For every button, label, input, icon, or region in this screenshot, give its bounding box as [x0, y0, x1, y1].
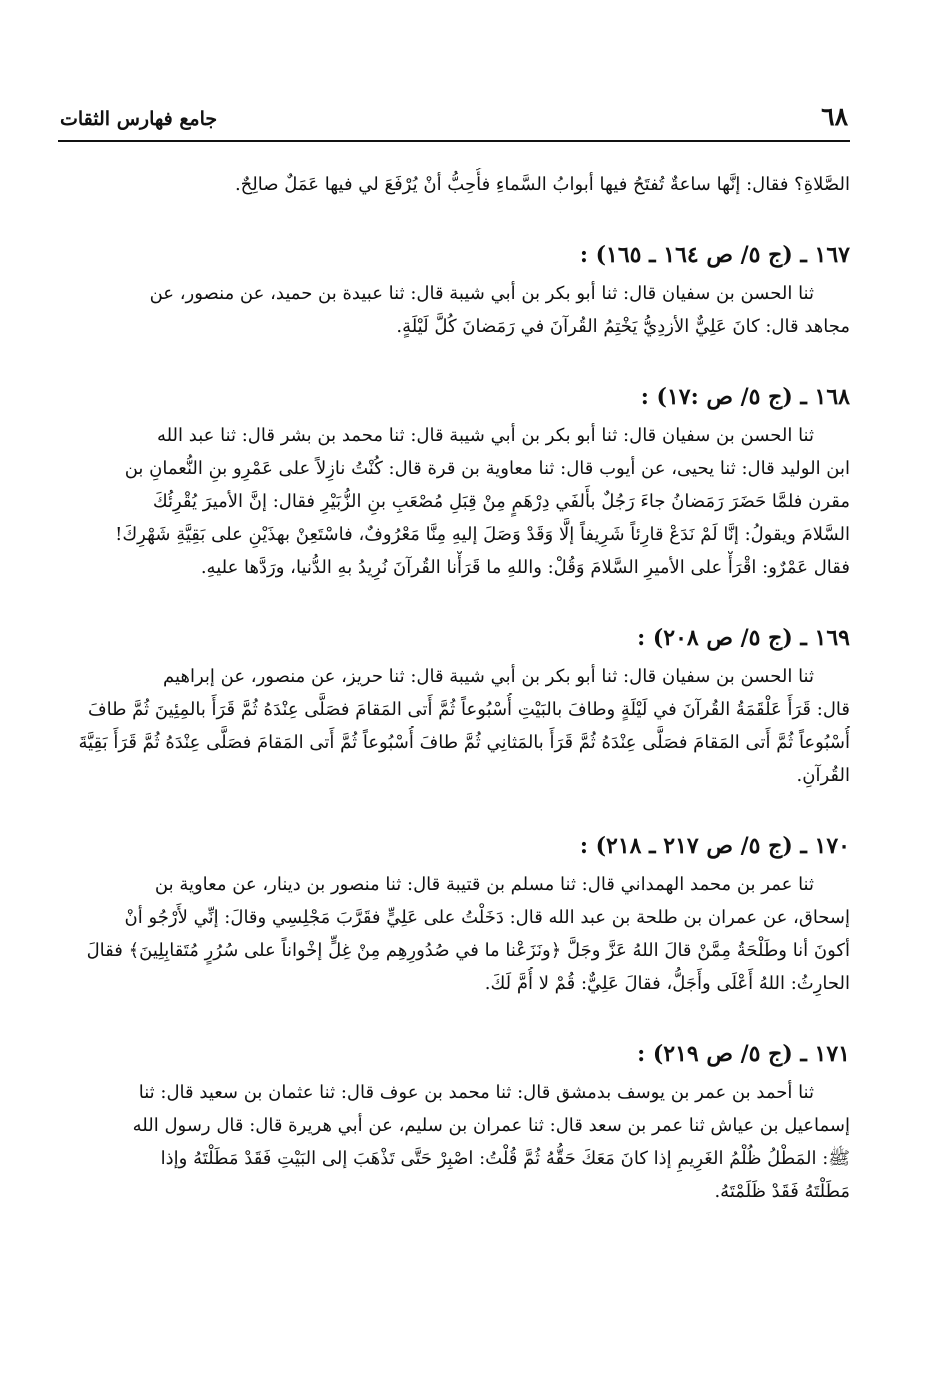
text-line: فقال عَمْرٌو: اقْرَأْ على الأميرِ السَّلامَ وَقُلْ: واللهِ ما قَرَأْنا القُرآنَ نُرِيدُ بهِ الدُّنيا، ورَدَّها عليهِ. — [200, 557, 850, 578]
running-header — [58, 100, 850, 142]
hadith-entry-169 — [40, 618, 850, 792]
text-line: القُرآنِ. — [796, 765, 850, 786]
page-number: ٦٨ — [821, 102, 848, 131]
book-title: جامع فهارس الثقات — [60, 108, 218, 130]
text-line: أُسْبُوعاً ثُمَّ أَتى المَقامَ فصَلَّى عِنْدَهُ ثُمَّ قَرَأَ بالمَثانِي ثُمَّ طافَ أُسْبُوعاً ثُمَّ أَتى المَقامَ فصَلَّى عِنْدَهُ ثُمَّ قَرَأَ بَقِيَّةَ — [78, 732, 850, 753]
hadith-entry-171 — [40, 1034, 850, 1208]
text-line: ثنا الحسن بن سفيان قال: ثنا أبو بكر بن أبي شيبة قال: ثنا عبيدة بن حميد، عن منصور، عن — [149, 283, 814, 304]
page-body — [40, 168, 850, 1208]
entry-heading: ١٦٩ ـ (ج ٥/ ص ٢٠٨) : — [637, 625, 850, 651]
hadith-entry-170 — [40, 826, 850, 1000]
text-line: مقرن فلمَّا حَضَرَ رَمَضانُ جاءَ رَجُلٌ بأَلفَي دِرْهَمٍ مِنْ قِبَلِ مُصْعَبِ بنِ الزُّبَيْرِ فقال: إنَّ الأميرَ يُقْرِئُكَ — [152, 491, 850, 512]
text-line: إسماعيل بن عياش ثنا عمر بن سعد قال: ثنا عمران بن سليم، عن أبي هريرة قال: قال رسول الله — [132, 1115, 850, 1136]
text-line: ابن الوليد قال: ثنا يحيى، عن أيوب قال: ثنا معاوية بن قرة قال: كُنْتُ نازِلاً على عَمْرِو بنِ النُّعمانِ بن — [124, 458, 850, 479]
text-line: ثنا أحمد بن عمر بن يوسف بدمشق قال: ثنا محمد بن عوف قال: ثنا عثمان بن سعيد قال: ثنا — [138, 1082, 814, 1103]
hadith-entry-167 — [40, 235, 850, 343]
text-line: السَّلامَ ويقولُ: إنَّا لَمْ نَدَعْ قارِئاً شَرِيفاً إلَّا وَقَدْ وَصَلَ إليهِ مِنَّا مَعْرُوفٌ، فاسْتَعِنْ بهذَيْنِ على بَقِيَّةِ شَهْرِكَ! — [115, 524, 850, 545]
entry-heading: ١٧١ ـ (ج ٥/ ص ٢١٩) : — [637, 1041, 850, 1067]
text-line: ثنا عمر بن محمد الهمداني قال: ثنا مسلم بن قتيبة قال: ثنا منصور بن دينار، عن معاوية بن — [154, 874, 814, 895]
text-line: ﷺ: المَطْلُ ظُلْمُ الغَرِيمِ إذا كانَ مَعَكَ حَقُّهُ ثُمَّ قُلْتُ: اصْبِرْ حَتَّى تَذْهَبَ إلى البَيْتِ فَقَدْ مَطَلْتَهُ وإذا — [160, 1148, 850, 1169]
text-line: أكونَ أنا وطَلْحَةُ مِمَّنْ قالَ اللهُ عَزَّ وجَلَّ ﴿ونَزَعْنا ما في صُدُورِهِم مِنْ غِلٍّ إخْواناً على سُرُرٍ مُتَقابِلِينَ﴾ فقالَ — [86, 940, 850, 961]
text-line: ثنا الحسن بن سفيان قال: ثنا أبو بكر بن أبي شيبة قال: ثنا حريز، عن منصور، عن إبراهيم — [163, 666, 814, 687]
entry-heading: ١٧٠ ـ (ج ٥/ ص ٢١٧ ـ ٢١٨) : — [579, 833, 850, 859]
continuation-line: الصَّلاةِ؟ فقال: إنَّها ساعةٌ تُفتَحُ فيها أبوابُ السَّماءِ فأُحِبُّ أنْ يُرْفَعَ لي فيها عَمَلٌ صالِحٌ. — [234, 174, 850, 195]
text-line: قال: قَرَأَ عَلْقَمَةُ القُرآنَ في لَيْلَةٍ وطافَ بالبَيْتِ أُسْبُوعاً ثُمَّ أَتى المَقامَ فصَلَّى عِنْدَهُ ثُمَّ قَرَأَ بالمِئِينَ ثُمَّ طافَ — [87, 699, 850, 720]
text-line: إسحاق، عن عمران بن طلحة بن عبد الله قال: دَخَلْتُ على عَلِيٍّ فقَرَّبَ مَجْلِسِي وقالَ: إنِّي لأَرْجُو أنْ — [124, 907, 850, 928]
hadith-entry-168 — [40, 377, 850, 584]
text-line: الحارِثُ: اللهُ أَعْلَى وأَجَلُّ، فقالَ عَلِيٌّ: قُمْ لا أُمَّ لَكَ. — [484, 973, 850, 994]
entry-heading: ١٦٨ ـ (ج ٥/ ص :١٧) : — [640, 384, 850, 410]
entry-heading: ١٦٧ ـ (ج ٥/ ص ١٦٤ ـ ١٦٥) : — [579, 242, 850, 268]
text-line: ثنا الحسن بن سفيان قال: ثنا أبو بكر بن أبي شيبة قال: ثنا محمد بن بشر قال: ثنا عبد الله — [156, 425, 814, 446]
text-line: مجاهد قال: كانَ عَلِيٌّ الأزدِيُّ يَخْتِمُ القُرآنَ في رَمَضانَ كُلَّ لَيْلَةٍ. — [396, 316, 850, 337]
text-line: مَطَلْتَهُ فَقَدْ ظَلَمْتَهُ. — [714, 1181, 850, 1202]
